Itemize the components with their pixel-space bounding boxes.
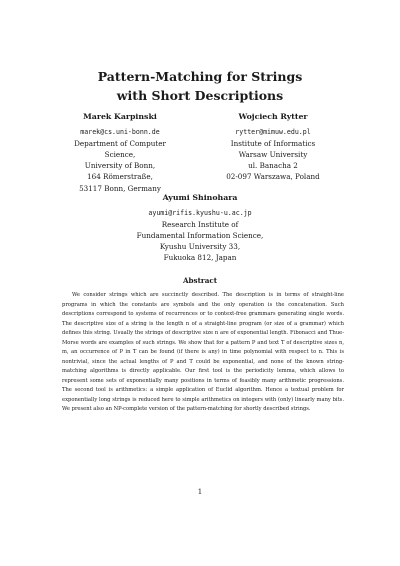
author-name: Ayumi Shinohara [162,193,238,202]
paper-title [0,67,400,105]
author-block-shinohara [120,192,280,264]
author-affiliation-line: Warsaw University [238,149,308,159]
abstract-heading: Abstract [182,276,218,285]
author-block-rytter [213,111,333,183]
author-affiliation-line: 164 Römerstraße, [87,172,153,182]
author-affiliation-line: Fundamental Information Science, [136,230,264,240]
title-line-1: Pattern-Matching for Strings [97,69,303,84]
author-affiliation-line: Research Institute of [161,219,239,229]
author-affiliation-line: Fukuoka 812, Japan [163,253,237,263]
author-email: rytter@mimuw.edu.pl [235,127,311,136]
author-affiliation-line: Kyushu University 33, [159,242,241,252]
author-affiliation-line: Department of Computer Science, [74,138,166,159]
title-line-2: with Short Descriptions [116,88,284,103]
author-email: marek@cs.uni-bonn.de [80,127,160,136]
author-email: ayumi@rifis.kyushu-u.ac.jp [148,208,252,217]
author-name: Marek Karpinski [83,112,157,121]
abstract-text: We consider strings which are succinctly described. The description is in terms of straight-line programs in which the constants are symbols and the only operation is the concatenation. Such descriptions correspond to systems of recurrences or to context-free grammars generating single words. The descriptive size of a string is the length n of a straight-line program (or size of a grammar) which defines this string. Usually the strings of descriptive size n are of exponential length. Fibonacci and Thue-Morse words are examples of such strings. We show that for a pattern P and text T of descriptive sizes n, m, an occurrence of P in T can be found (if there is any) in time polynomial with respect to n. This is nontrivial, since the actual lengths of P and T could be exponential, and none of the known string-matching algorithms is directly applicable. Our first tool is the periodicity lemma, which allows to represent some sets of exponentially many positions in terms of feasibly many arithmetic progressions. The second tool is arithmetics: a simple application of Euclid algorithm. Hence a textual problem for exponentially long strings is reduced here to simple arithmetics on integers with (only) linearly many bits. We present also an NP-complete version of the pattern-matching for shortly described strings. [62,292,344,412]
author-affiliation-line: Institute of Informatics [230,138,316,148]
author-affiliation-line: ul. Banacha 2 [248,161,298,171]
author-affiliation-line: 02-097 Warszawa, Poland [226,172,320,182]
author-name: Wojciech Rytter [238,112,308,121]
author-block-karpinski [60,111,180,194]
page-number: 1 [197,488,203,496]
author-affiliation-line: 53117 Bonn, Germany [79,183,161,193]
author-affiliation-line: University of Bonn, [84,161,156,171]
abstract-body [62,291,344,415]
